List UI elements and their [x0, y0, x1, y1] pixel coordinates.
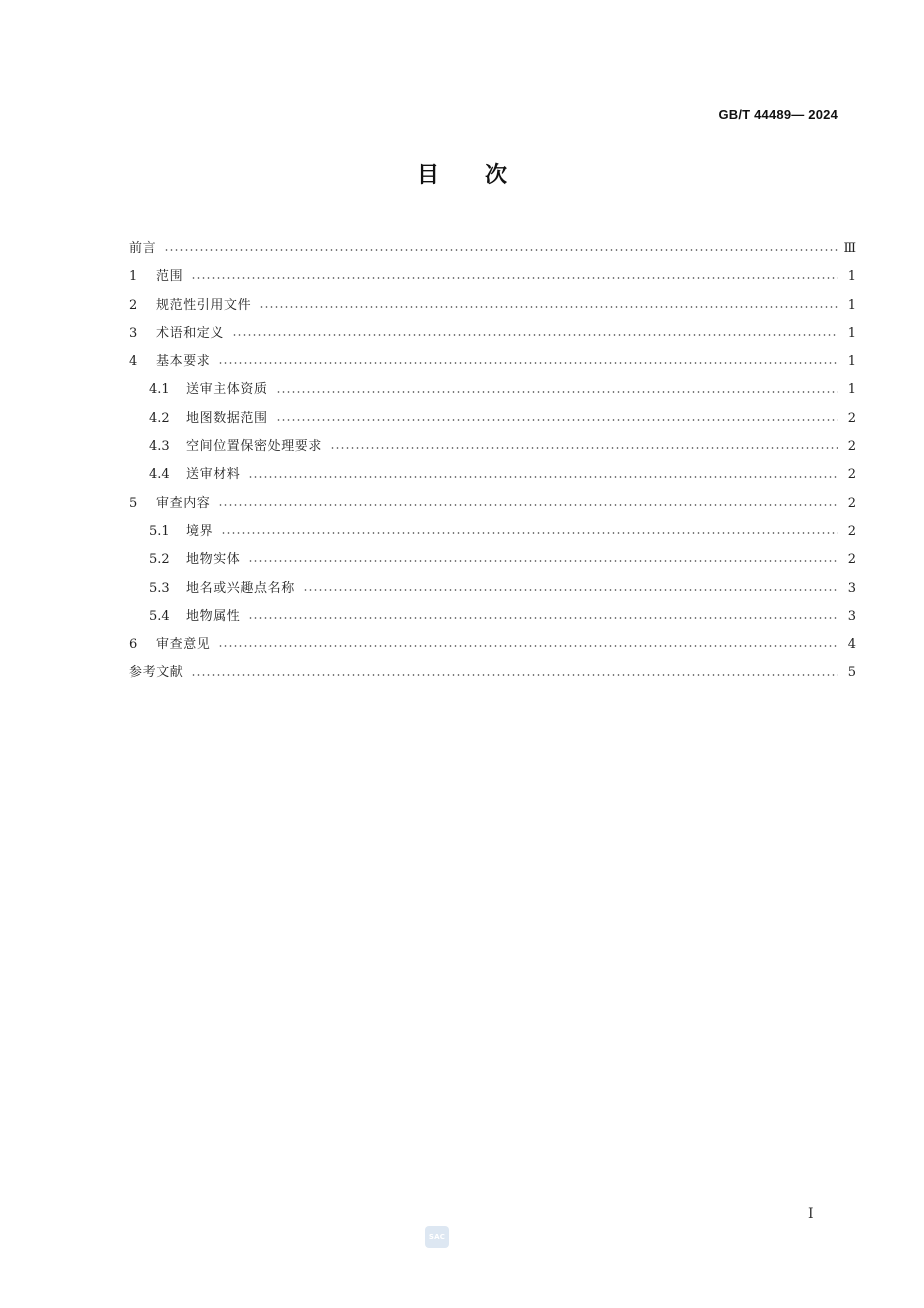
toc-entry[interactable]: [129, 603, 856, 631]
toc-entry-number: 5.2: [149, 552, 170, 568]
toc-entry-page: 2: [847, 552, 856, 568]
toc-entry-page: 1: [847, 297, 856, 313]
toc-entry-number: 5.3: [149, 580, 170, 596]
toc-dot-leader: [276, 419, 838, 421]
toc-entry-page: 1: [847, 354, 856, 370]
toc-entry[interactable]: [129, 518, 856, 546]
page-title: 目次: [416, 163, 553, 188]
toc-entry-number: 5: [129, 495, 138, 511]
toc-entry[interactable]: [129, 235, 856, 263]
table-of-contents: [129, 235, 856, 688]
toc-entry-page: 5: [847, 665, 856, 681]
toc-entry-number: 4.4: [149, 467, 170, 483]
toc-dot-leader: [303, 589, 838, 591]
toc-dot-leader: [218, 362, 838, 364]
toc-entry-title: 境界: [186, 523, 214, 539]
toc-entry[interactable]: [129, 575, 856, 603]
toc-entry-number: 4: [129, 354, 138, 370]
toc-dot-leader: [330, 447, 838, 449]
toc-entry[interactable]: [129, 292, 856, 320]
toc-entry-number: 5.4: [149, 608, 170, 624]
toc-entry-number: 2: [129, 297, 138, 313]
toc-entry-number: 5.1: [149, 523, 170, 539]
toc-entry-number: 4.3: [149, 439, 170, 455]
toc-dot-leader: [259, 306, 838, 308]
toc-entry-page: 2: [847, 523, 856, 539]
toc-dot-leader: [221, 532, 838, 534]
toc-dot-leader: [232, 334, 838, 336]
toc-entry-page: 2: [847, 439, 856, 455]
sac-watermark-logo: [425, 1226, 449, 1248]
toc-entry[interactable]: [129, 405, 856, 433]
toc-entry-number: 4.1: [149, 382, 170, 398]
toc-entry-page: 1: [847, 325, 856, 341]
toc-dot-leader: [248, 617, 838, 619]
toc-entry-title: 范围: [156, 269, 184, 285]
sac-watermark-text: SAC: [428, 1233, 446, 1241]
toc-entry[interactable]: [129, 461, 856, 489]
toc-entry[interactable]: [129, 348, 856, 376]
toc-entry-number: 6: [129, 637, 138, 653]
toc-entry-number: 4.2: [149, 410, 170, 426]
toc-entry-page: 2: [847, 467, 856, 483]
toc-dot-leader: [248, 476, 838, 478]
toc-entry-title: 送审主体资质: [186, 382, 268, 398]
toc-entry[interactable]: [129, 659, 856, 687]
standard-code: GB/T 44489— 2024: [718, 107, 838, 122]
toc-entry[interactable]: [129, 546, 856, 574]
toc-entry[interactable]: [129, 433, 856, 461]
toc-dot-leader: [248, 560, 838, 562]
toc-entry-title: 空间位置保密处理要求: [186, 439, 323, 455]
toc-dot-leader: [218, 504, 838, 506]
toc-entry-page: 1: [847, 382, 856, 398]
toc-entry-page: 2: [847, 495, 856, 511]
toc-entry-title: 地物属性: [186, 608, 241, 624]
toc-entry-page: 4: [847, 637, 856, 653]
toc-entry[interactable]: [129, 376, 856, 404]
toc-entry-title: 审查意见: [156, 637, 211, 653]
toc-entry-page: 3: [847, 580, 856, 596]
toc-dot-leader: [191, 277, 838, 279]
toc-entry[interactable]: [129, 263, 856, 291]
toc-entry-title: 前言: [129, 241, 157, 256]
toc-entry-page: 2: [847, 410, 856, 426]
toc-dot-leader: [218, 645, 838, 647]
toc-entry-title: 地图数据范围: [186, 410, 268, 426]
toc-dot-leader: [276, 391, 838, 393]
toc-entry-title: 规范性引用文件: [156, 297, 252, 313]
toc-entry[interactable]: [129, 631, 856, 659]
toc-entry-title: 地物实体: [186, 552, 241, 568]
toc-dot-leader: [191, 674, 838, 676]
toc-entry[interactable]: [129, 490, 856, 518]
toc-entry-title: 基本要求: [156, 354, 211, 370]
toc-entry-title: 送审材料: [186, 467, 241, 483]
toc-entry-number: 1: [129, 269, 138, 285]
toc-entry-title: 审查内容: [156, 495, 211, 511]
toc-entry-number: 3: [129, 325, 138, 341]
toc-dot-leader: [164, 249, 838, 251]
toc-entry-page: 3: [847, 608, 856, 624]
toc-entry[interactable]: [129, 320, 856, 348]
toc-entry-title: 地名或兴趣点名称: [186, 580, 295, 596]
toc-entry-page: Ⅲ: [843, 241, 856, 256]
page-number: Ⅰ: [808, 1206, 814, 1222]
toc-entry-page: 1: [847, 269, 856, 285]
toc-entry-title: 术语和定义: [156, 325, 225, 341]
toc-entry-title: 参考文献: [129, 665, 184, 681]
